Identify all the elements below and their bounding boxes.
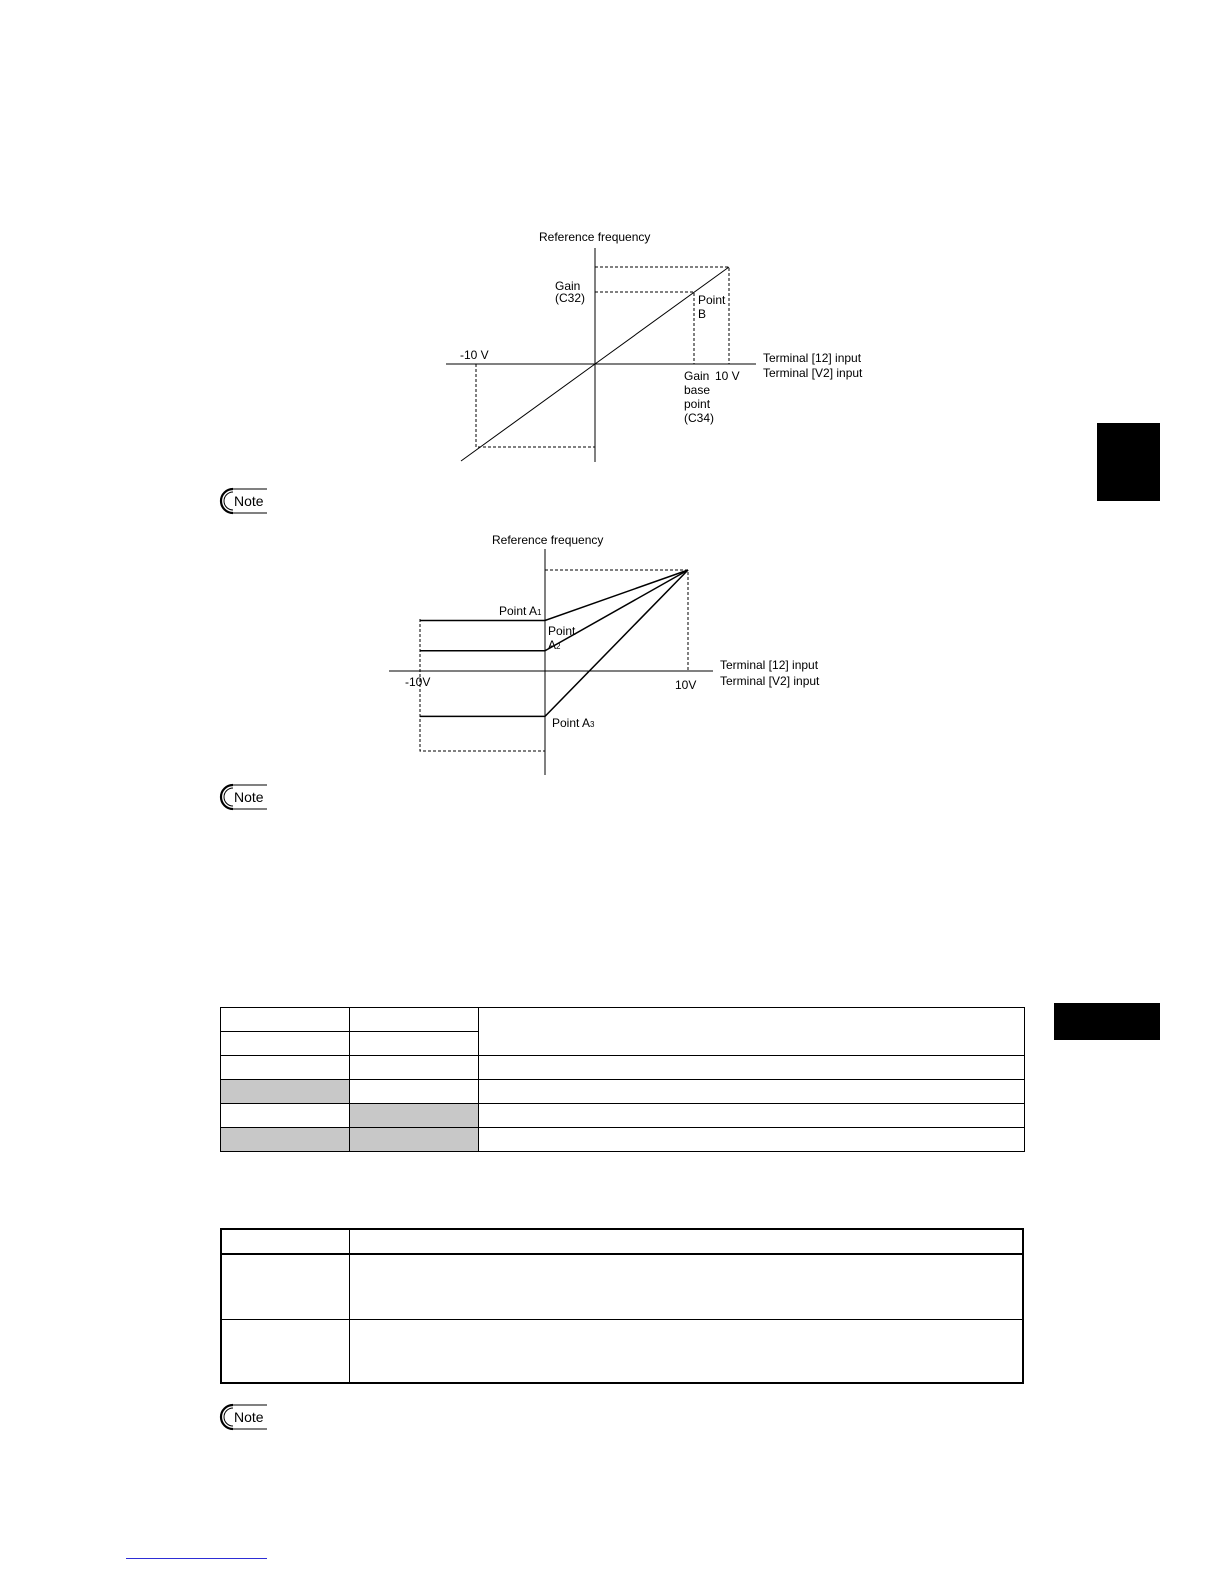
table-cell [349, 1319, 1023, 1383]
gain-base-1: Gain [684, 369, 710, 383]
point-a2-letter: A2 [548, 638, 561, 652]
note-icon [219, 782, 269, 812]
table-cell [221, 1254, 349, 1319]
table-cell [479, 1128, 1025, 1152]
svg-text:Note: Note [234, 789, 264, 805]
table-cell-shaded [350, 1128, 479, 1152]
svg-text:Note: Note [234, 1409, 264, 1425]
table-cell [221, 1056, 350, 1080]
gain-label: Gain [555, 279, 581, 293]
table-cell [350, 1056, 479, 1080]
gain-base-3: point [684, 397, 711, 411]
chart-gain-bias [430, 220, 890, 470]
table-cell [350, 1080, 479, 1104]
table-cell [221, 1104, 350, 1128]
x-tick-neg: -10 V [460, 348, 489, 362]
table-cell-shaded [221, 1080, 350, 1104]
x-tick-pos: 10V [675, 678, 697, 692]
table-cell [479, 1008, 1025, 1056]
table-cell [479, 1104, 1025, 1128]
table-cell-shaded [221, 1128, 350, 1152]
table-cell [221, 1032, 350, 1056]
note-icon [219, 1402, 269, 1432]
table-header-cell [221, 1229, 349, 1254]
table-header-cell [349, 1229, 1023, 1254]
point-a2-label: Point [548, 624, 576, 638]
x-axis-label-v2: Terminal [V2] input [763, 366, 863, 380]
point-a1-label: Point A1 [499, 604, 542, 618]
guide-left [420, 619, 545, 751]
svg-text:Note: Note [234, 493, 264, 509]
point-b-label: Point [698, 293, 726, 307]
terminal-setting-table [220, 1007, 1025, 1152]
gain-param-label: (C32) [555, 291, 586, 305]
point-b-letter: B [698, 307, 707, 321]
gain-base-2: base [684, 383, 711, 397]
x-axis-label-12: Terminal [12] input [720, 658, 819, 672]
note-icon [219, 486, 269, 516]
x-tick-pos: 10 V [715, 369, 740, 383]
chart-bias-points [385, 525, 845, 780]
point-a3-label: Point A3 [552, 716, 595, 730]
x-tick-neg: -10V [405, 675, 431, 689]
gain-base-4: (C34) [684, 411, 715, 425]
section-tab [1054, 1003, 1160, 1040]
data-setting-table [220, 1228, 1024, 1384]
x-axis-label-12: Terminal [12] input [763, 351, 862, 365]
y-axis-label: Reference frequency [539, 230, 651, 244]
table-cell [350, 1032, 479, 1056]
table-cell [349, 1254, 1023, 1319]
guide-top [545, 570, 688, 671]
series-line-a1 [420, 570, 688, 621]
y-axis-label: Reference frequency [492, 533, 604, 547]
table-cell-shaded [350, 1104, 479, 1128]
table-cell [350, 1008, 479, 1032]
table-cell [479, 1056, 1025, 1080]
table-cell [221, 1008, 350, 1032]
table-cell [221, 1319, 349, 1383]
x-axis-label-v2: Terminal [V2] input [720, 674, 820, 688]
chapter-tab [1097, 423, 1160, 501]
footer-link[interactable] [126, 1558, 267, 1559]
table-cell [479, 1080, 1025, 1104]
